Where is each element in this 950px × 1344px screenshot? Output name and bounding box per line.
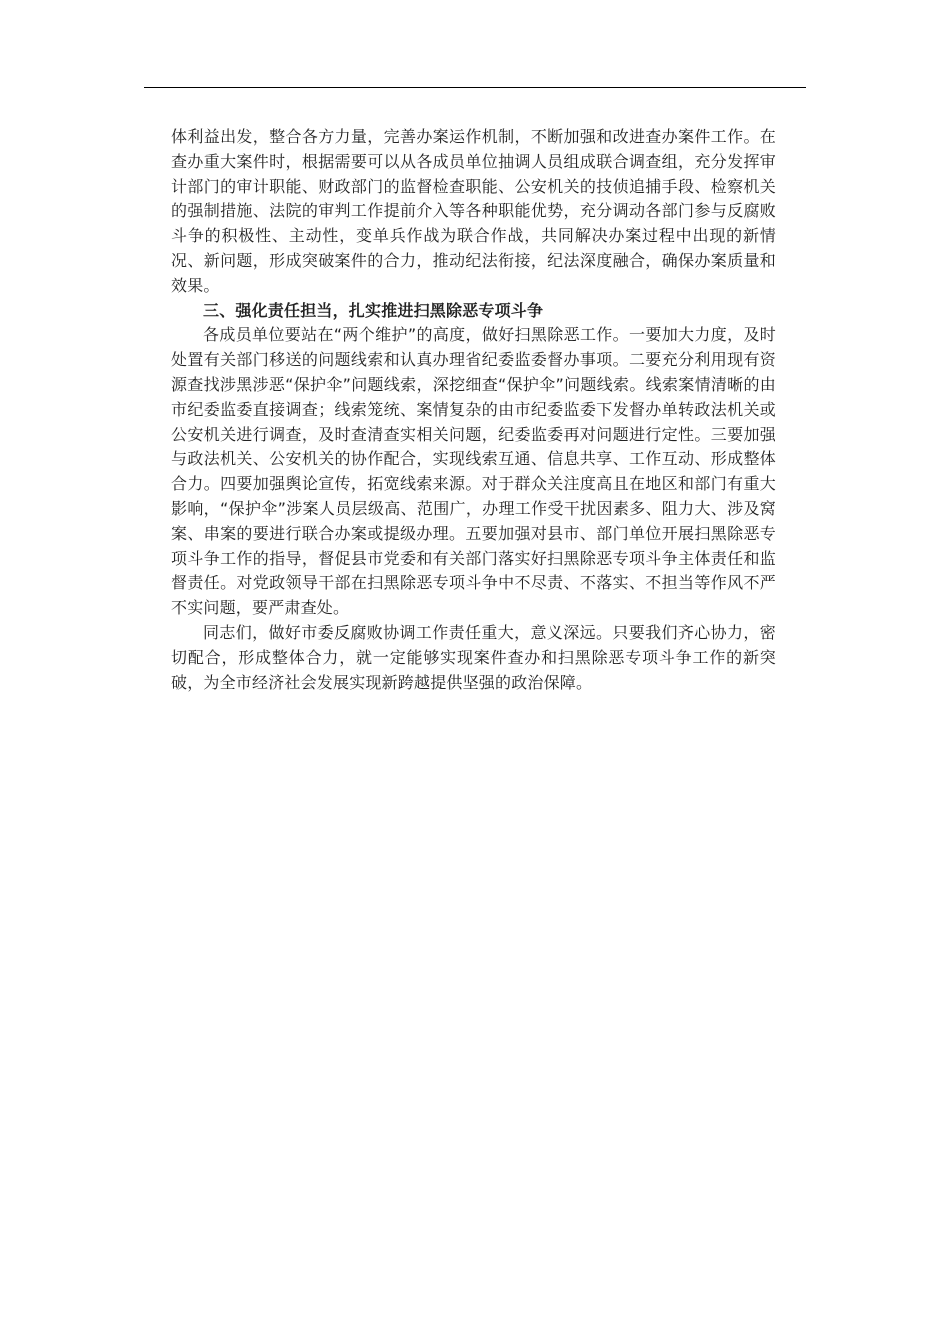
paragraph-section-3: 各成员单位要站在“两个维护”的高度，做好扫黑除恶工作。一要加大力度，及时处置有关部门移送的问题线索和认真办理省纪委监委督办事项。二要充分利用现有资源查找涉黑涉恶“保护伞”问题线索，深挖细查“保护伞”问题线索。线索案情清晰的由市纪委监委直接调查；线索笼统、案情复杂的由市纪委监委下发督办单转政法机关或公安机关进行调查，及时查清查实相关问题，纪委监委再对问题进行定性。三要加强与政法机关、公安机关的协作配合，实现线索互通、信息共享、工作互动、形成整体合力。四要加强舆论宣传，拓宽线索来源。对于群众关注度高且在地区和部门有重大影响，“保护伞”涉案人员层级高、范围广，办理工作受干扰因素多、阻力大、涉及窝案、串案的要进行联合办案或提级办理。五要加强对县市、部门单位开展扫黑除恶专项斗争工作的指导，督促县市党委和有关部门落实好扫黑除恶专项斗争主体责任和监督责任。对党政领导干部在扫黑除恶专项斗争中不尽责、不落实、不担当等作风不严不实问题，要严肃查处。 [171, 325, 776, 618]
paragraph-continued: 体利益出发，整合各方力量，完善办案运作机制，不断加强和改进查办案件工作。在查办重大案件时，根据需要可以从各成员单位抽调人员组成联合调查组，充分发挥审计部门的审计职能、财政部门的监督检查职能、公安机关的技侦追捕手段、检察机关的强制措施、法院的审判工作提前介入等各种职能优势，充分调动各部门参与反腐败斗争的积极性、主动性，变单兵作战为联合作战，共同解决办案过程中出现的新情况、新问题，形成突破案件的合力，推动纪法衔接，纪法深度融合，确保办案质量和效果。 [171, 127, 776, 295]
paragraph-closing: 同志们，做好市委反腐败协调工作责任重大，意义深远。只要我们齐心协力，密切配合，形成整体合力，就一定能够实现案件查办和扫黑除恶专项斗争工作的新突破，为全市经济社会发展实现新跨越提供坚强的政治保障。 [171, 622, 776, 692]
header-rule [144, 87, 806, 88]
document-body [171, 125, 776, 695]
section-heading: 三、强化责任担当，扎实推进扫黑除恶专项斗争 [203, 300, 544, 320]
